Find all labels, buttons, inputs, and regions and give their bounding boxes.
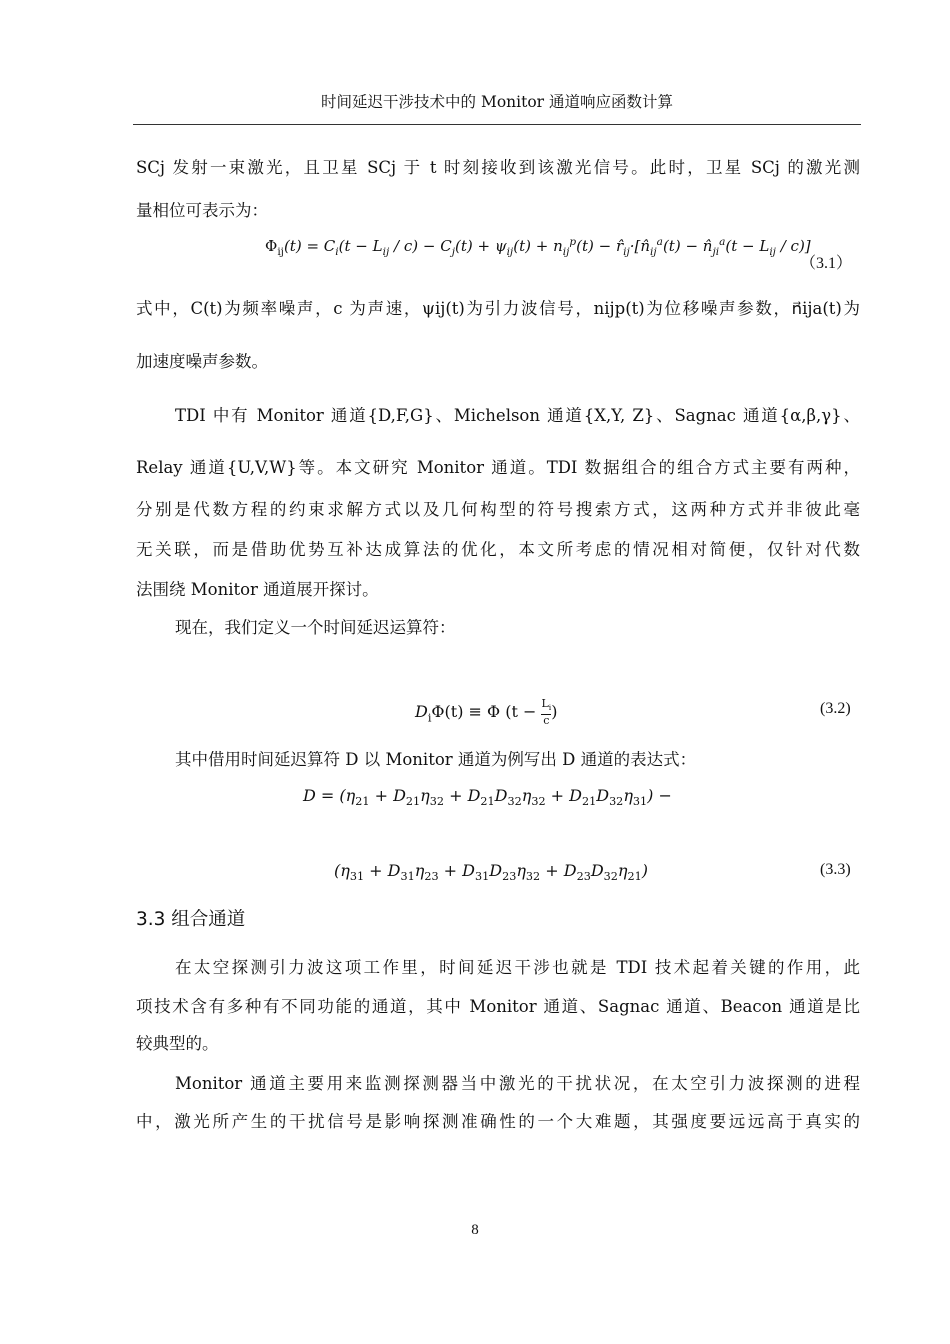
equation-number: （3.1） (800, 255, 853, 272)
paragraph-line: 其中借用时间延迟算符 D 以 Monitor 通道为例写出 D 通道的表达式： (175, 750, 697, 769)
paragraph-line: 法围绕 Monitor 通道展开探讨。 (136, 580, 379, 599)
equation-number: (3.2) (820, 700, 851, 717)
header-rule (133, 124, 861, 125)
equation-3-1: $\Phi_{ij}(t) = C_i(t - L_{ij} / c) - C_j(t) + \psi_{ij}(t) + n_{ij}^p(t)$ − $r̂_{ij}\cdot[n̂_{ij}^a(t)$ − $n̂_{ji}^a(t - L_{ij} / c)$] (265, 236, 811, 258)
paragraph-line: SCj 发射一束激光，且卫星 SCj 于 t 时刻接收到该激光信号。此时，卫星 SCj 的激光测 (136, 158, 860, 177)
running-header: 时间延迟干涉技术中的 Monitor 通道响应函数计算 (321, 93, 673, 111)
paragraph-line: 量相位可表示为： (136, 201, 268, 220)
paragraph-line: Monitor 通道主要用来监测探测器当中激光的干扰状况，在太空引力波探测的进程 (175, 1074, 860, 1093)
section-heading: 3.3 组合通道 (136, 909, 246, 930)
paragraph-line: 项技术含有多种有不同功能的通道，其中 Monitor 通道、Sagnac 通道、Beacon 通道是比 (136, 997, 860, 1016)
paragraph-line: Relay 通道{U,V,W}等。本文研究 Monitor 通道。TDI 数据组合的组合方式主要有两种， (136, 458, 860, 477)
equation-number: (3.3) (820, 861, 851, 878)
equation-3-2: $D_i\Phi(t) \equiv \Phi$ (t − $\frac{L_i}{c}$ ) (415, 697, 558, 728)
paragraph-line: 现在，我们定义一个时间延迟运算符： (175, 618, 456, 637)
equation-3-3-line1: $D = (\eta_{21} + D_{21}\eta_{32} + D_{21}D_{32}\eta_{32} + D_{21}D_{32}\eta_{31})$ − (303, 786, 672, 809)
paragraph-line: 加速度噪声参数。 (136, 352, 268, 371)
paragraph-line: TDI 中有 Monitor 通道{D,F,G}、Michelson 通道{X,Y, Z}、Sagnac 通道{α,β,γ}、 (175, 406, 860, 425)
equation-3-3-line2: $(\eta_{31} + D_{31}\eta_{23} + D_{31}D_{23}\eta_{32} + D_{23}D_{32}\eta_{21})$ (334, 861, 648, 884)
paragraph-line: 在太空探测引力波这项工作里，时间延迟干涉也就是 TDI 技术起着关键的作用，此 (175, 958, 860, 977)
paragraph-line: 无关联，而是借助优势互补达成算法的优化，本文所考虑的情况相对简便，仅针对代数 (136, 540, 860, 559)
page-number: 8 (471, 1222, 479, 1238)
paragraph-line: 中，激光所产生的干扰信号是影响探测准确性的一个大难题，其强度要远远高于真实的 (136, 1112, 860, 1131)
paragraph-line: 分别是代数方程的约束求解方式以及几何构型的符号搜索方式，这两种方式并非彼此毫 (136, 500, 860, 519)
paragraph-line: 式中，C(t)为频率噪声，c 为声速，ψij(t)为引力波信号，nijp(t)为位移噪声参数，n⃗ija(t)为 (136, 299, 860, 318)
paragraph-line: 较典型的。 (136, 1034, 219, 1053)
